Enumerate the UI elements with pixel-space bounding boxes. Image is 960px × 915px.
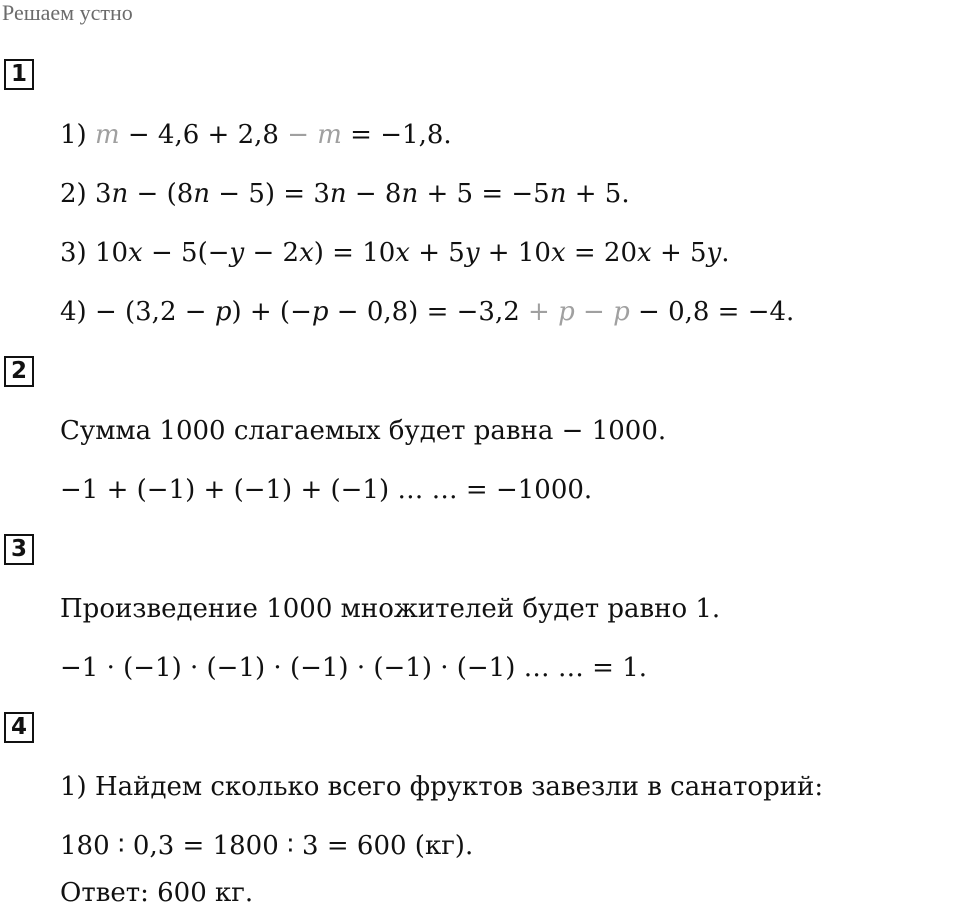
expr-part: 2) 3: [60, 179, 112, 209]
expr-part: + 5.: [566, 179, 630, 209]
expr-part: = 20: [565, 238, 638, 268]
variable-n: n: [329, 179, 347, 209]
variable-y: y: [706, 238, 722, 268]
variable-m-faded: m: [94, 120, 120, 150]
expr-part: .: [721, 238, 730, 268]
variable-p-faded: p: [613, 297, 630, 327]
expr-part: + 5: [651, 238, 707, 268]
expr-part: ) = 10: [313, 238, 396, 268]
task4-answer: Ответ: 600 кг.: [60, 878, 254, 908]
variable-n: n: [401, 179, 419, 209]
task1-line-1-part: = −1,8.: [341, 120, 452, 150]
task2-line-1: Сумма 1000 слагаемых будет равна − 1000.: [60, 416, 667, 446]
task1-line-1-part: − 4,6 + 2,8: [119, 120, 288, 150]
section-title: Решаем устно: [2, 0, 133, 25]
variable-y: y: [464, 238, 480, 268]
variable-n: n: [193, 179, 210, 209]
expr-part: ) + (−: [231, 297, 312, 327]
task1-line-4: [60, 295, 794, 329]
task-number-1: 1: [4, 59, 34, 90]
expr-part: − 0,8 = −4.: [629, 297, 795, 327]
expr-part: 4) − (3,2 −: [60, 297, 215, 327]
expr-part: − 8: [346, 179, 402, 209]
expr-part: + 5 = −5: [418, 179, 550, 209]
variable-x: x: [128, 238, 143, 268]
variable-p: p: [214, 297, 232, 327]
variable-y: y: [229, 238, 245, 268]
expr-part: + 10: [479, 238, 551, 268]
variable-p-faded: p: [558, 297, 575, 327]
variable-m-faded: m: [317, 120, 342, 150]
task1-line-1: [60, 118, 452, 152]
expr-part: − 5) = 3: [210, 179, 330, 209]
expr-part: − 0,8) = −3,2: [328, 297, 529, 327]
expr-part: − (8: [128, 179, 194, 209]
task1-line-1-part: 1): [60, 120, 95, 150]
task1-line-2: [60, 177, 630, 211]
task3-line-2: −1 · (−1) · (−1) · (−1) · (−1) · (−1) … … = 1.: [60, 653, 648, 683]
variable-n: n: [111, 179, 129, 209]
expr-part: − 5(−: [142, 238, 230, 268]
faded-plus: +: [528, 297, 559, 327]
faded-minus: −: [287, 120, 318, 150]
task-number-3: 3: [4, 534, 34, 565]
task2-line-2: −1 + (−1) + (−1) + (−1) … … = −1000.: [60, 475, 593, 505]
variable-n: n: [549, 179, 567, 209]
task3-line-1: Произведение 1000 множителей будет равно 1.: [60, 594, 721, 624]
faded-minus: −: [574, 297, 614, 327]
expr-part: 3) 10: [60, 238, 129, 268]
variable-x: x: [550, 238, 566, 268]
task4-line-2: 180 ∶ 0,3 = 1800 ∶ 3 = 600 (кг).: [60, 831, 474, 861]
task1-line-3: [60, 236, 730, 270]
expr-part: + 5: [409, 238, 465, 268]
expr-part: − 2: [244, 238, 300, 268]
variable-p: p: [311, 297, 329, 327]
variable-x: x: [299, 238, 314, 268]
variable-x: x: [637, 238, 652, 268]
variable-x: x: [395, 238, 410, 268]
task-number-2: 2: [4, 356, 34, 387]
task4-line-1: 1) Найдем сколько всего фруктов завезли в санаторий:: [60, 772, 824, 802]
task-number-4: 4: [4, 712, 34, 743]
